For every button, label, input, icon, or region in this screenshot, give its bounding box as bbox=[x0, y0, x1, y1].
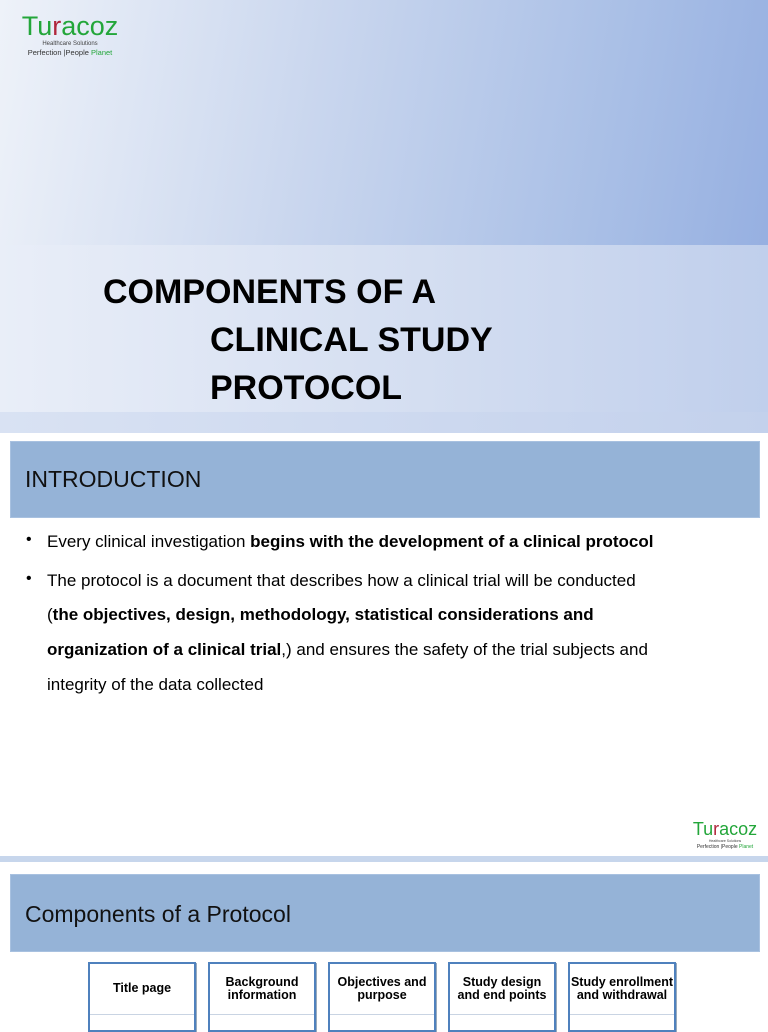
section-header bbox=[10, 874, 760, 952]
logo-mark-icon: r bbox=[52, 11, 62, 41]
component-label: Study design and end points bbox=[450, 964, 554, 1015]
component-label: Title page bbox=[90, 964, 194, 1015]
bullet-item-2-line2: (the objectives, design, methodology, statistical considerations and bbox=[47, 605, 594, 624]
component-label: Study enrollment and withdrawal bbox=[570, 964, 674, 1015]
components-slide bbox=[0, 862, 768, 1024]
bullet-item-2-line3: organization of a clinical trial,) and ensures the safety of the trial subjects and bbox=[47, 640, 648, 659]
slide-title-line2: CLINICAL STUDY bbox=[210, 321, 493, 359]
slide-title-line3: PROTOCOL bbox=[210, 369, 403, 407]
logo-text: Tu bbox=[692, 819, 714, 839]
logo-subtitle: Healthcare Solutions bbox=[42, 41, 98, 47]
logo-text: Tu bbox=[21, 11, 53, 41]
bullet-icon: • bbox=[26, 570, 32, 587]
company-logo bbox=[10, 12, 130, 57]
logo-tagline: Perfection |People Planet bbox=[696, 844, 754, 850]
component-label: Objectives and purpose bbox=[330, 964, 434, 1015]
component-box-enrollment bbox=[568, 962, 676, 1032]
introduction-slide bbox=[0, 433, 768, 859]
component-box-objectives bbox=[328, 962, 436, 1032]
slide-title-line1: COMPONENTS OF A bbox=[103, 273, 437, 311]
logo-text: acoz bbox=[61, 11, 119, 41]
logo-text: acoz bbox=[719, 819, 758, 839]
logo-tagline: Perfection |People Planet bbox=[27, 48, 113, 57]
section-header bbox=[10, 441, 760, 518]
bullet-item-2-line1: The protocol is a document that describes how a clinical trial will be conducted bbox=[47, 571, 636, 590]
section-header-text: Components of a Protocol bbox=[25, 901, 291, 927]
bullet-icon: • bbox=[26, 531, 32, 548]
component-box-title-page bbox=[88, 962, 196, 1032]
component-label: Background information bbox=[210, 964, 314, 1015]
logo-subtitle: Healthcare Solutions bbox=[708, 839, 742, 843]
bullet-item-1: Every clinical investigation begins with the development of a clinical protocol bbox=[47, 532, 654, 551]
title-slide bbox=[0, 0, 768, 433]
title-band-stripe bbox=[0, 412, 768, 433]
company-logo-small bbox=[688, 820, 762, 850]
component-box-background bbox=[208, 962, 316, 1032]
component-box-study-design bbox=[448, 962, 556, 1032]
bullet-item-2-line4: integrity of the data collected bbox=[47, 675, 264, 694]
section-header-text: INTRODUCTION bbox=[25, 466, 202, 492]
logo-mark-icon: r bbox=[713, 819, 720, 839]
